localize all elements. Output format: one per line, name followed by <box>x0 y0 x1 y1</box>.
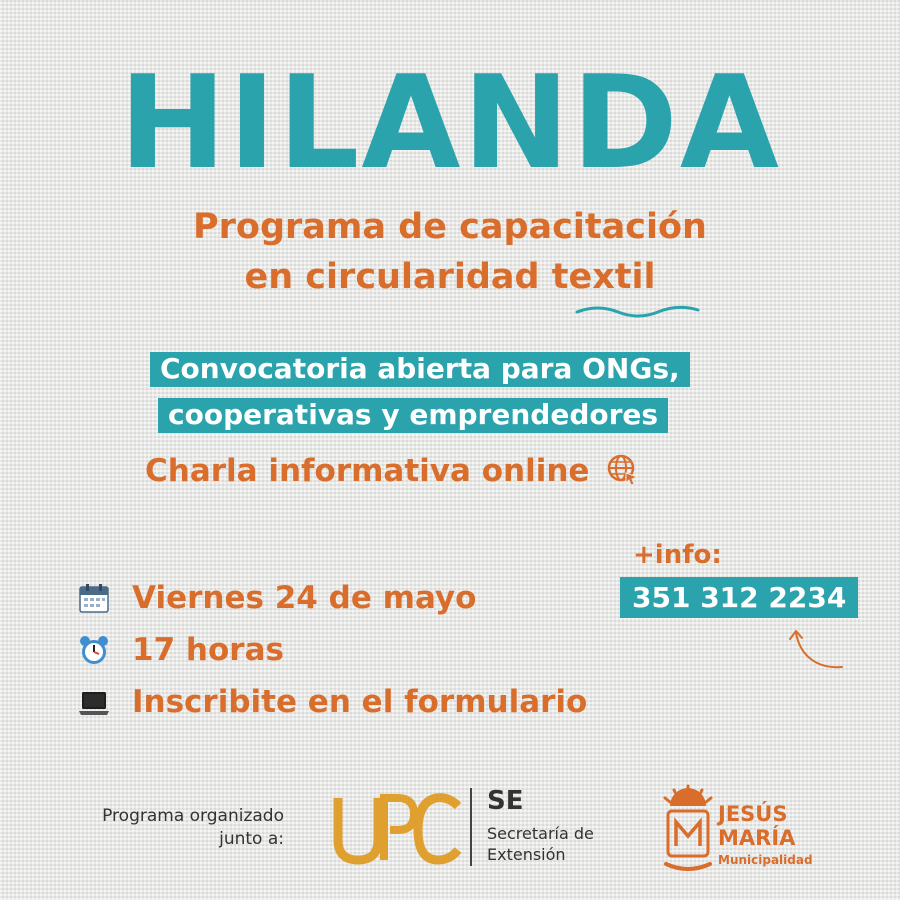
logo-divider <box>470 788 472 866</box>
se-name-line-2: Extensión <box>487 844 566 864</box>
talk-text: Charla informativa online <box>145 453 590 489</box>
signup-text: Inscribite en el formulario <box>132 684 588 720</box>
upc-logo <box>332 788 462 868</box>
talk-heading <box>145 453 640 489</box>
se-abbreviation: SE <box>487 786 524 816</box>
arrow-icon <box>786 625 848 673</box>
globe-cursor-icon <box>606 453 640 487</box>
jm-name-line-3: Municipalidad <box>718 853 813 867</box>
phone-number: 351 312 2234 <box>620 577 858 618</box>
jm-name-line-1: JESÚS <box>718 802 788 826</box>
se-name-line-1: Secretaría de <box>487 824 594 843</box>
organized-line-1: Programa organizado <box>102 806 284 826</box>
organized-text <box>60 805 284 851</box>
laptop-icon <box>78 686 110 718</box>
wave-underline <box>573 300 713 322</box>
call-band-line-1: Convocatoria abierta para ONGs, <box>150 352 690 387</box>
organized-line-2: junto a: <box>219 828 284 849</box>
calendar-icon <box>78 582 110 614</box>
alarm-clock-icon <box>78 634 110 666</box>
time-text: 17 horas <box>132 632 284 668</box>
info-label: +info: <box>633 540 722 570</box>
program-title: HILANDA <box>119 49 781 198</box>
detail-date <box>78 580 476 616</box>
subtitle-line-2: en circularidad textil <box>244 257 656 297</box>
date-text: Viernes 24 de mayo <box>132 580 477 616</box>
subtitle-line-1: Programa de capacitación <box>193 207 707 247</box>
call-band-line-2: cooperativas y emprendedores <box>158 398 668 433</box>
jm-name-line-2: MARÍA <box>718 826 796 850</box>
se-name <box>487 824 594 866</box>
detail-time <box>78 632 284 668</box>
jesus-maria-logo-icon <box>660 784 716 874</box>
detail-signup <box>78 684 587 720</box>
